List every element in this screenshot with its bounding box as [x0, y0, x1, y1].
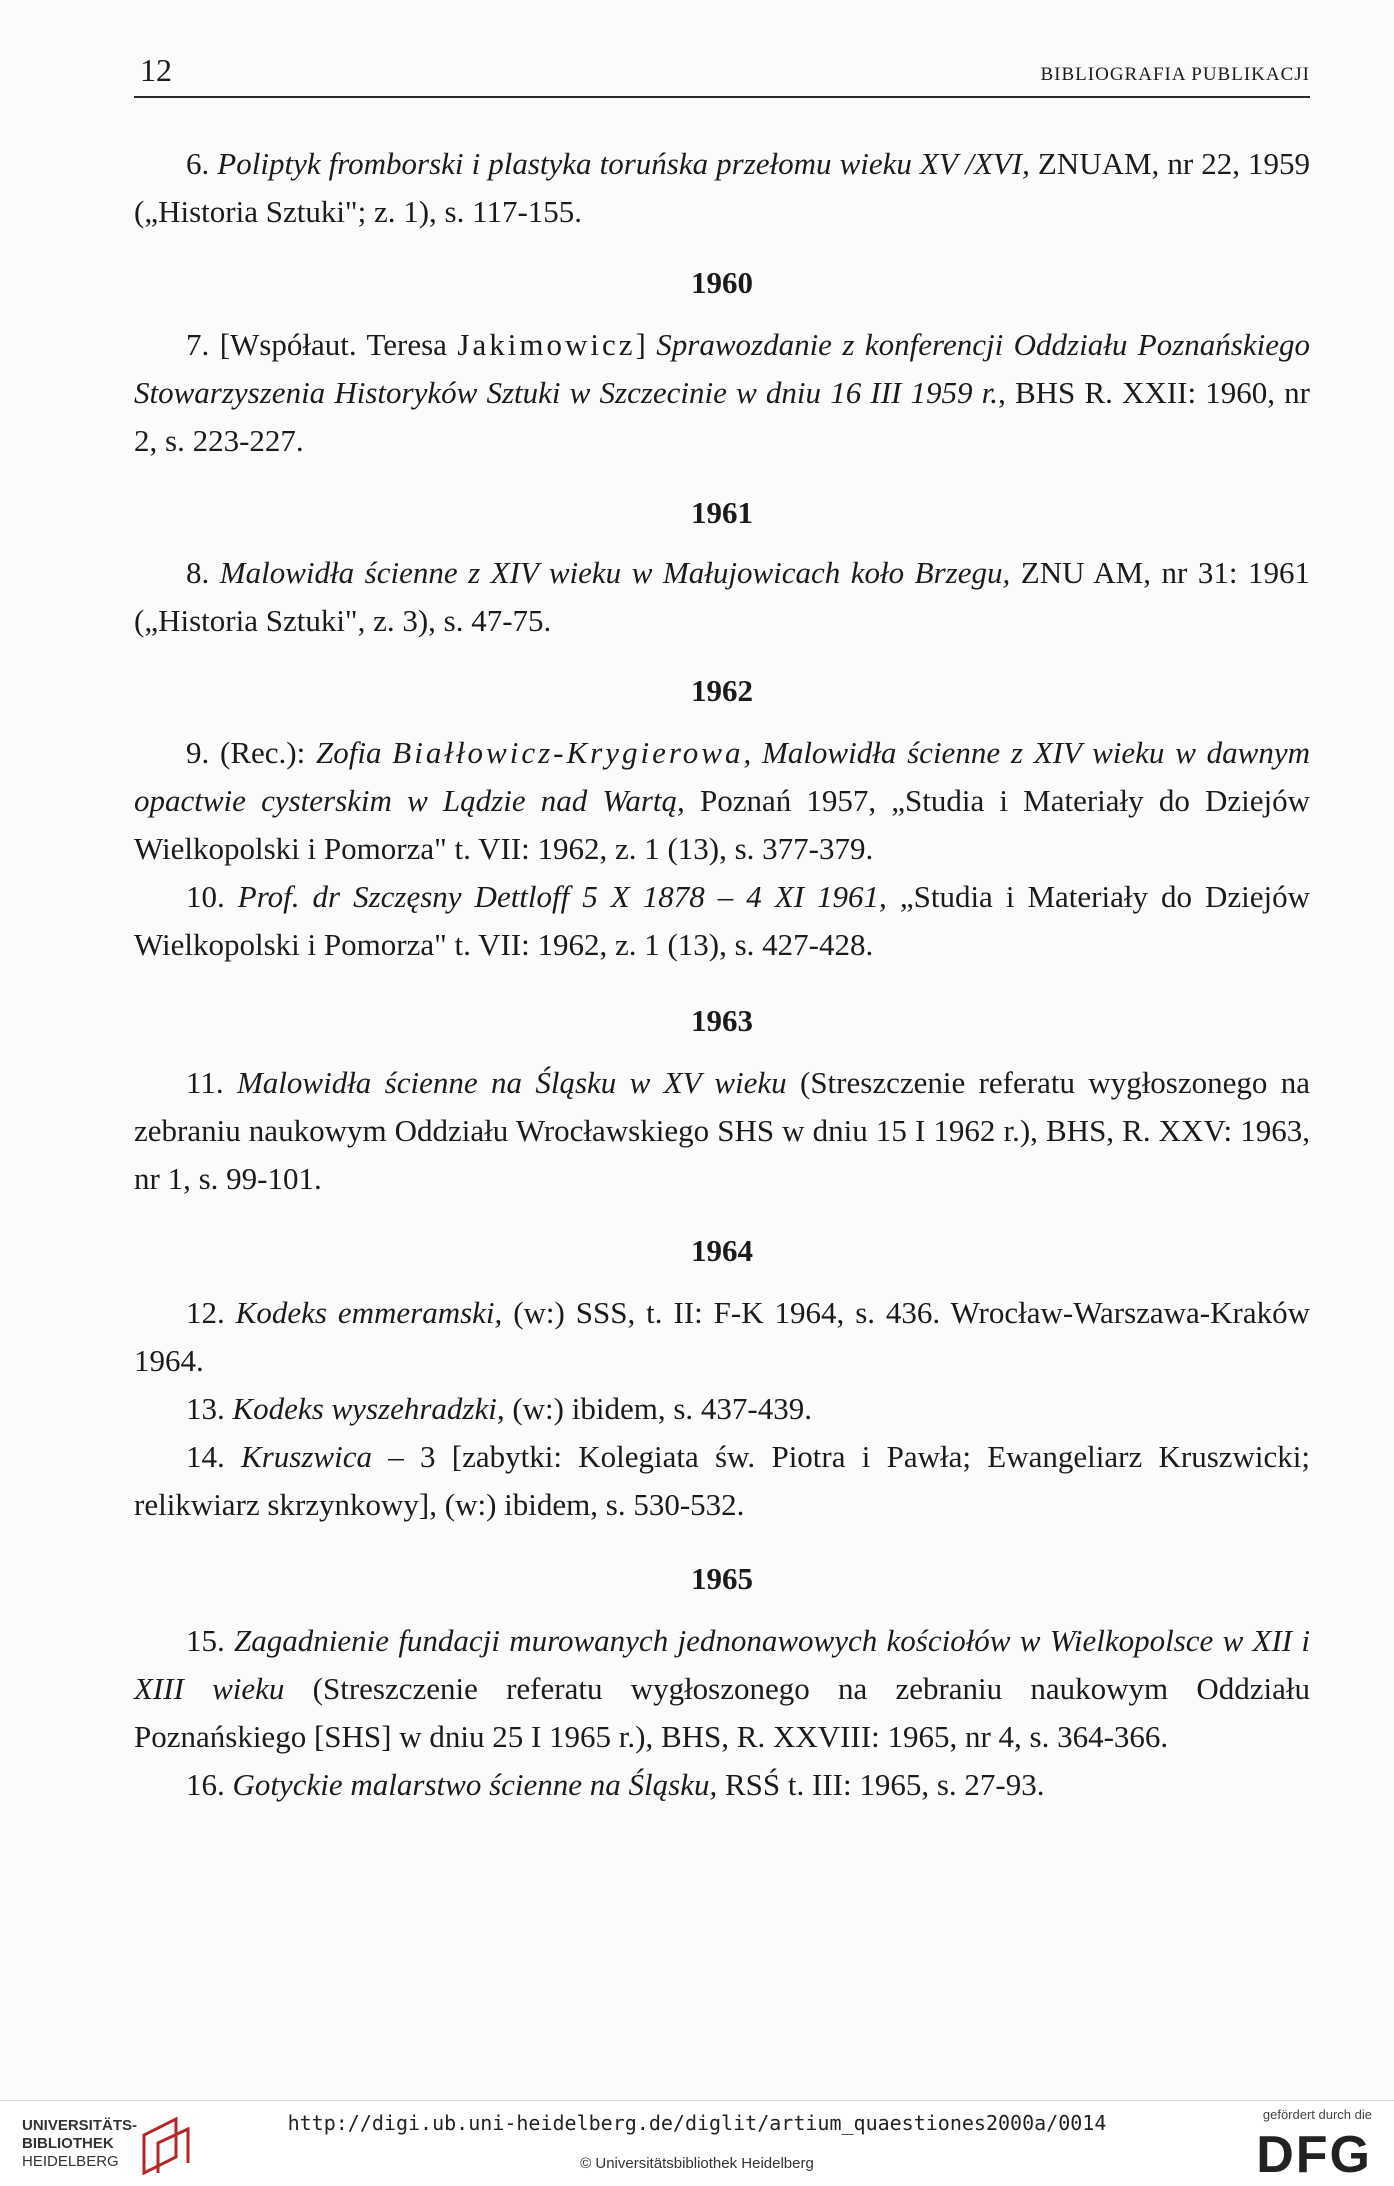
- entry-8: 8. Malowidła ścienne z XIV wieku w Małujowicach koło Brzegu, ZNU AM, nr 31: 1961 („Historia Sztuki", z. 3), s. 47-75.: [134, 555, 1311, 638]
- dfg-logo: DFG: [1256, 2126, 1372, 2184]
- entry-14: 14. Kruszwica – 3 [zabytki: Kolegiata św. Piotra i Pawła; Ewangeliarz Kruszwicki; relikwiarz skrzynkowy], (w:) ibidem, s. 530-532.: [134, 1439, 1310, 1522]
- library-name-line1: UNIVERSITÄTS-: [22, 2117, 138, 2134]
- year-heading-1961: 1961: [691, 495, 753, 530]
- year-heading-1964: 1964: [691, 1233, 753, 1268]
- entry-9: 9. (Rec.): Zofia Białłowicz-Krygierowa, Malowidła ścienne z XIV wieku w dawnym opactwie cysterskim w Lądzie nad Wartą, Poznań 1957, „Studia i Materiały do Dziejów Wielkopolski i Pomorza" t. VII: 1962, z. 1 (13), s. 377-379.: [134, 735, 1310, 866]
- page-header: [134, 48, 1310, 98]
- entry-10: 10. Prof. dr Szczęsny Dettloff 5 X 1878 – 4 XI 1961, „Studia i Materiały do Dziejów Wielkopolski i Pomorza" t. VII: 1962, z. 1 (13), s. 427-428.: [134, 879, 1311, 962]
- entry-6: 6. Poliptyk fromborski i plastyka toruńska przełomu wieku XV /XVI, ZNUAM, nr 22, 1959 („Historia Sztuki"; z. 1), s. 117-155.: [134, 146, 1310, 229]
- year-heading-1963: 1963: [691, 1003, 753, 1038]
- copyright-notice: © Universitätsbibliothek Heidelberg: [580, 2155, 814, 2172]
- entry-16: 16. Gotyckie malarstwo ścienne na Śląsku, RSŚ t. III: 1965, s. 27-93.: [186, 1767, 1045, 1802]
- year-heading-1962: 1962: [691, 673, 753, 708]
- page-number: 12: [140, 52, 172, 88]
- entry-12: 12. Kodeks emmeramski, (w:) SSS, t. II: F-K 1964, s. 436. Wrocław-Warszawa-Kraków 1964.: [134, 1295, 1310, 1378]
- funder-note: gefördert durch die: [1262, 2107, 1372, 2122]
- entry-7: 7. [Współaut. Teresa Jakimowicz] Sprawozdanie z konferencji Oddziału Poznańskiego Stowarzyszenia Historyków Sztuki w Szczecinie w dniu 16 III 1959 r., BHS R. XXII: 1960, nr 2, s. 223-227.: [134, 327, 1311, 458]
- bibliography-body: [134, 140, 1310, 1809]
- entry-15: 15. Zagadnienie fundacji murowanych jednonawowych kościołów w Wielkopolsce w XII i XIII wieku (Streszczenie referatu wygłoszonego na zebraniu naukowym Oddziału Poznańskiego [SHS] w dniu 25 I 1965 r.), BHS, R. XXVIII: 1965, nr 4, s. 364-366.: [134, 1623, 1311, 1754]
- running-head: BIBLIOGRAFIA PUBLIKACJI: [1040, 64, 1310, 85]
- year-heading-1960: 1960: [691, 265, 753, 300]
- entry-11: 11. Malowidła ścienne na Śląsku w XV wieku (Streszczenie referatu wygłoszonego na zebraniu naukowym Oddziału Wrocławskiego SHS w dniu 15 I 1962 r.), BHS, R. XXV: 1963, nr 1, s. 99-101.: [134, 1065, 1311, 1196]
- permalink-url[interactable]: http://digi.ub.uni-heidelberg.de/diglit/artium_quaestiones2000a/0014: [287, 2111, 1107, 2135]
- entry-13: 13. Kodeks wyszehradzki, (w:) ibidem, s. 437-439.: [186, 1391, 812, 1426]
- library-name-line3: HEIDELBERG: [22, 2153, 119, 2170]
- digitization-footer: [0, 2100, 1394, 2186]
- library-name-line2: BIBLIOTHEK: [22, 2135, 114, 2152]
- year-heading-1965: 1965: [691, 1561, 753, 1596]
